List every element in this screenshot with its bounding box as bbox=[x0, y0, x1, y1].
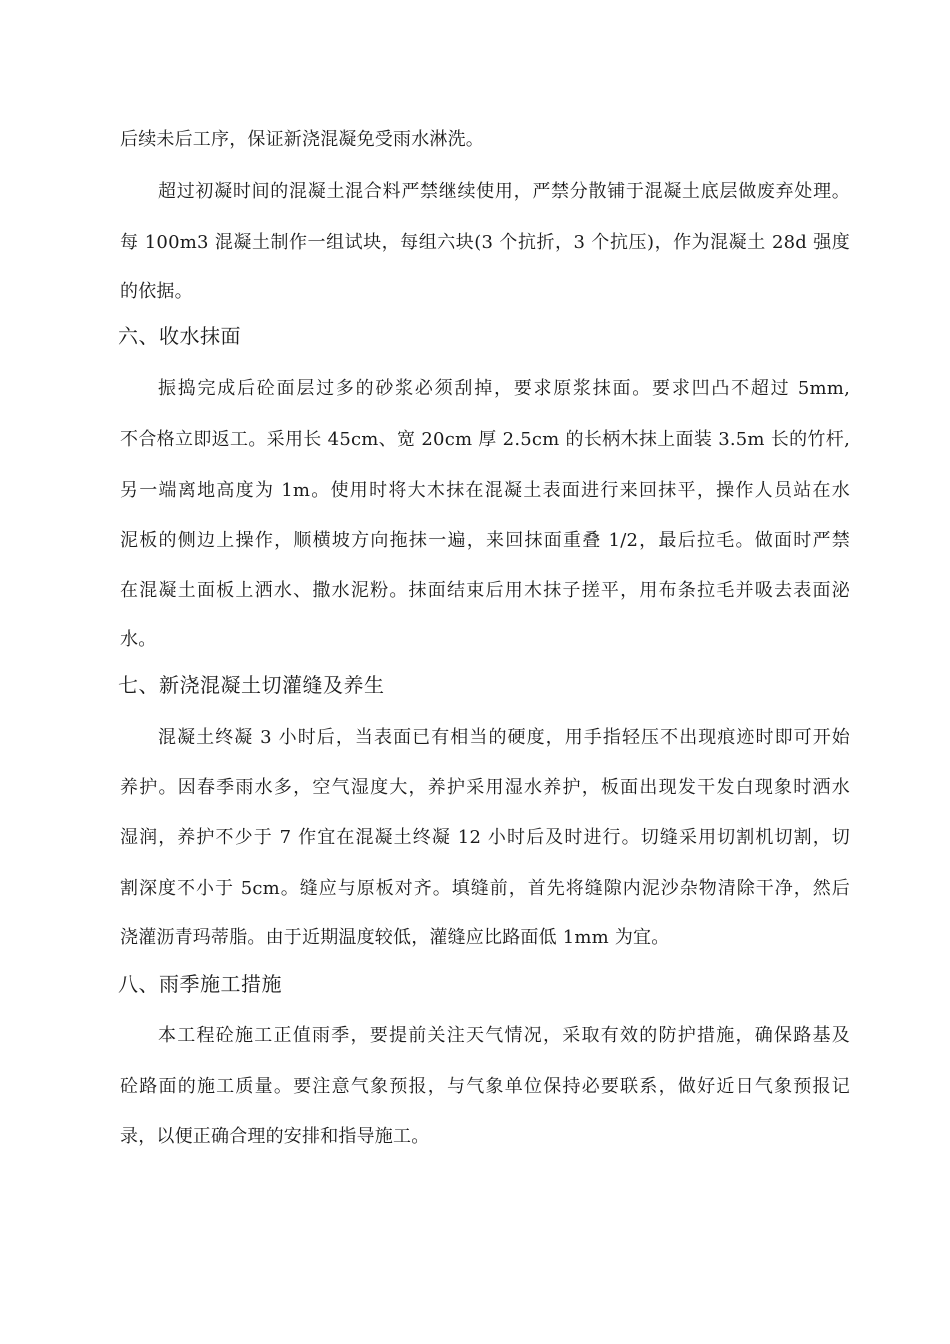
paragraph-line: 超过初凝时间的混凝土混合料严禁继续使用，严禁分散铺于混凝土底层做废弃处理。 bbox=[158, 181, 850, 202]
section-heading: 七、新浇混凝土切灌缝及养生 bbox=[118, 673, 385, 697]
paragraph-line: 后续未后工序，保证新浇混凝免受雨水淋洗。 bbox=[120, 129, 484, 150]
paragraph-line: 不合格立即返工。采用长 45cm、宽 20cm 厚 2.5cm 的长柄木抹上面装 3.5m 长的竹杆, bbox=[120, 429, 850, 450]
paragraph-line: 砼路面的施工质量。要注意气象预报，与气象单位保持必要联系，做好近日气象预报记 bbox=[120, 1076, 850, 1097]
paragraph-line: 在混凝土面板上洒水、撒水泥粉。抹面结束后用木抹子搓平，用布条拉毛并吸去表面泌 bbox=[120, 580, 850, 601]
paragraph-line: 的依据。 bbox=[120, 281, 193, 302]
paragraph-line: 录，以便正确合理的安排和指导施工。 bbox=[120, 1126, 430, 1147]
paragraph-line: 湿润，养护不少于 7 作宜在混凝土终凝 12 小时后及时进行。切缝采用切割机切割，切 bbox=[120, 827, 850, 848]
paragraph-line: 混凝土终凝 3 小时后，当表面已有相当的硬度，用手指轻压不出现痕迹时即可开始 bbox=[158, 727, 850, 748]
paragraph-line: 水。 bbox=[120, 629, 157, 650]
paragraph-line: 泥板的侧边上操作，顺横坡方向拖抹一遍，来回抹面重叠 1/2，最后拉毛。做面时严禁 bbox=[120, 530, 850, 551]
section-heading: 六、收水抹面 bbox=[118, 324, 241, 348]
paragraph-line: 本工程砼施工正值雨季，要提前关注天气情况，采取有效的防护措施，确保路基及 bbox=[158, 1025, 850, 1046]
paragraph-line: 割深度不小于 5cm。缝应与原板对齐。填缝前，首先将缝隙内泥沙杂物清除干净，然后 bbox=[120, 878, 850, 899]
paragraph-line: 浇灌沥青玛蒂脂。由于近期温度较低，灌缝应比路面低 1mm 为宜。 bbox=[120, 927, 670, 948]
section-heading: 八、雨季施工措施 bbox=[118, 972, 282, 996]
paragraph-line: 养护。因春季雨水多，空气湿度大，养护采用湿水养护，板面出现发干发白现象时洒水 bbox=[120, 777, 850, 798]
paragraph-line: 每 100m3 混凝土制作一组试块，每组六块(3 个抗折，3 个抗压)，作为混凝土 28d 强度 bbox=[120, 232, 850, 253]
paragraph-line: 振捣完成后砼面层过多的砂浆必须刮掉，要求原浆抹面。要求凹凸不超过 5mm, bbox=[158, 378, 850, 399]
paragraph-line: 另一端离地高度为 1m。使用时将大木抹在混凝土表面进行来回抹平，操作人员站在水 bbox=[120, 480, 850, 501]
